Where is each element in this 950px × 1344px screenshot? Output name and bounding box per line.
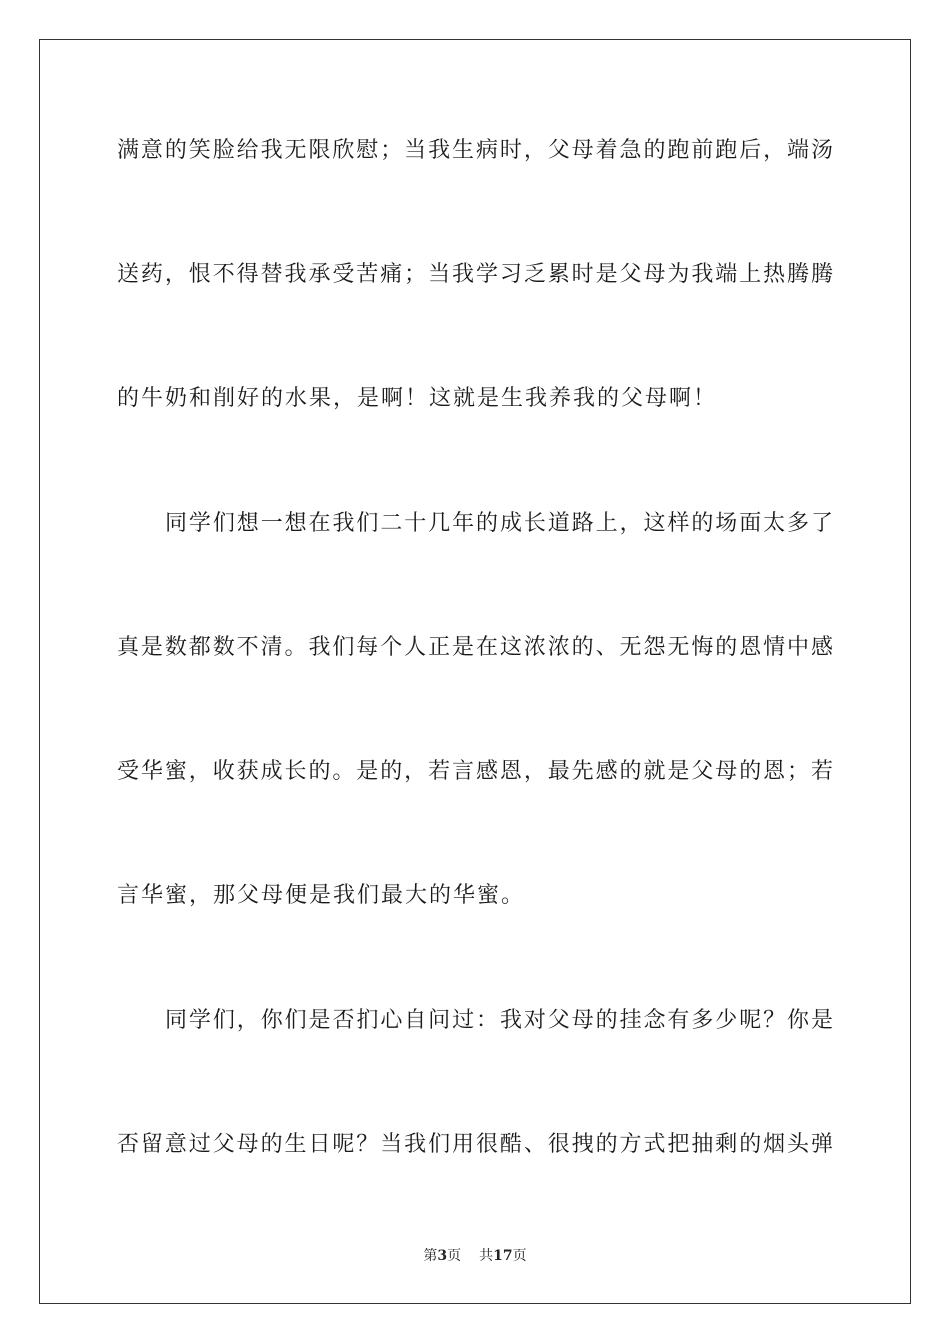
text-line-6: 受华蜜，收获成长的。是的，若言感恩，最先感的就是父母的恩；若 [117,759,833,784]
page-suffix: 页 [447,1248,462,1264]
paragraph-3-line-1: 同学们，你们是否扪心自问过：我对父母的挂念有多少呢？你是 [165,1008,833,1033]
text-line-7: 言华蜜，那父母便是我们最大的华蜜。 [117,883,526,908]
total-prefix: 共 [479,1248,494,1264]
text-line-5: 真是数都数不清。我们每个人正是在这浓浓的、无怨无悔的恩情中感 [117,635,833,660]
page-number: 3 [437,1248,448,1264]
page-border [39,39,911,1304]
page-footer [0,1246,950,1266]
text-line-3: 的牛奶和削好的水果，是啊！这就是生我养我的父母啊！ [117,386,718,411]
page-prefix: 第 [423,1248,438,1264]
text-line-9: 否留意过父母的生日呢？当我们用很酷、很拽的方式把抽剩的烟头弹 [117,1132,833,1157]
total-pages: 17 [493,1248,513,1264]
paragraph-2-line-1: 同学们想一想在我们二十几年的成长道路上，这样的场面太多了 [165,511,833,536]
total-suffix: 页 [512,1248,527,1264]
text-line-2: 送药，恨不得替我承受苦痛；当我学习乏累时是父母为我端上热腾腾 [117,262,833,287]
text-line-1: 满意的笑脸给我无限欣慰；当我生病时，父母着急的跑前跑后，端汤 [117,138,833,163]
